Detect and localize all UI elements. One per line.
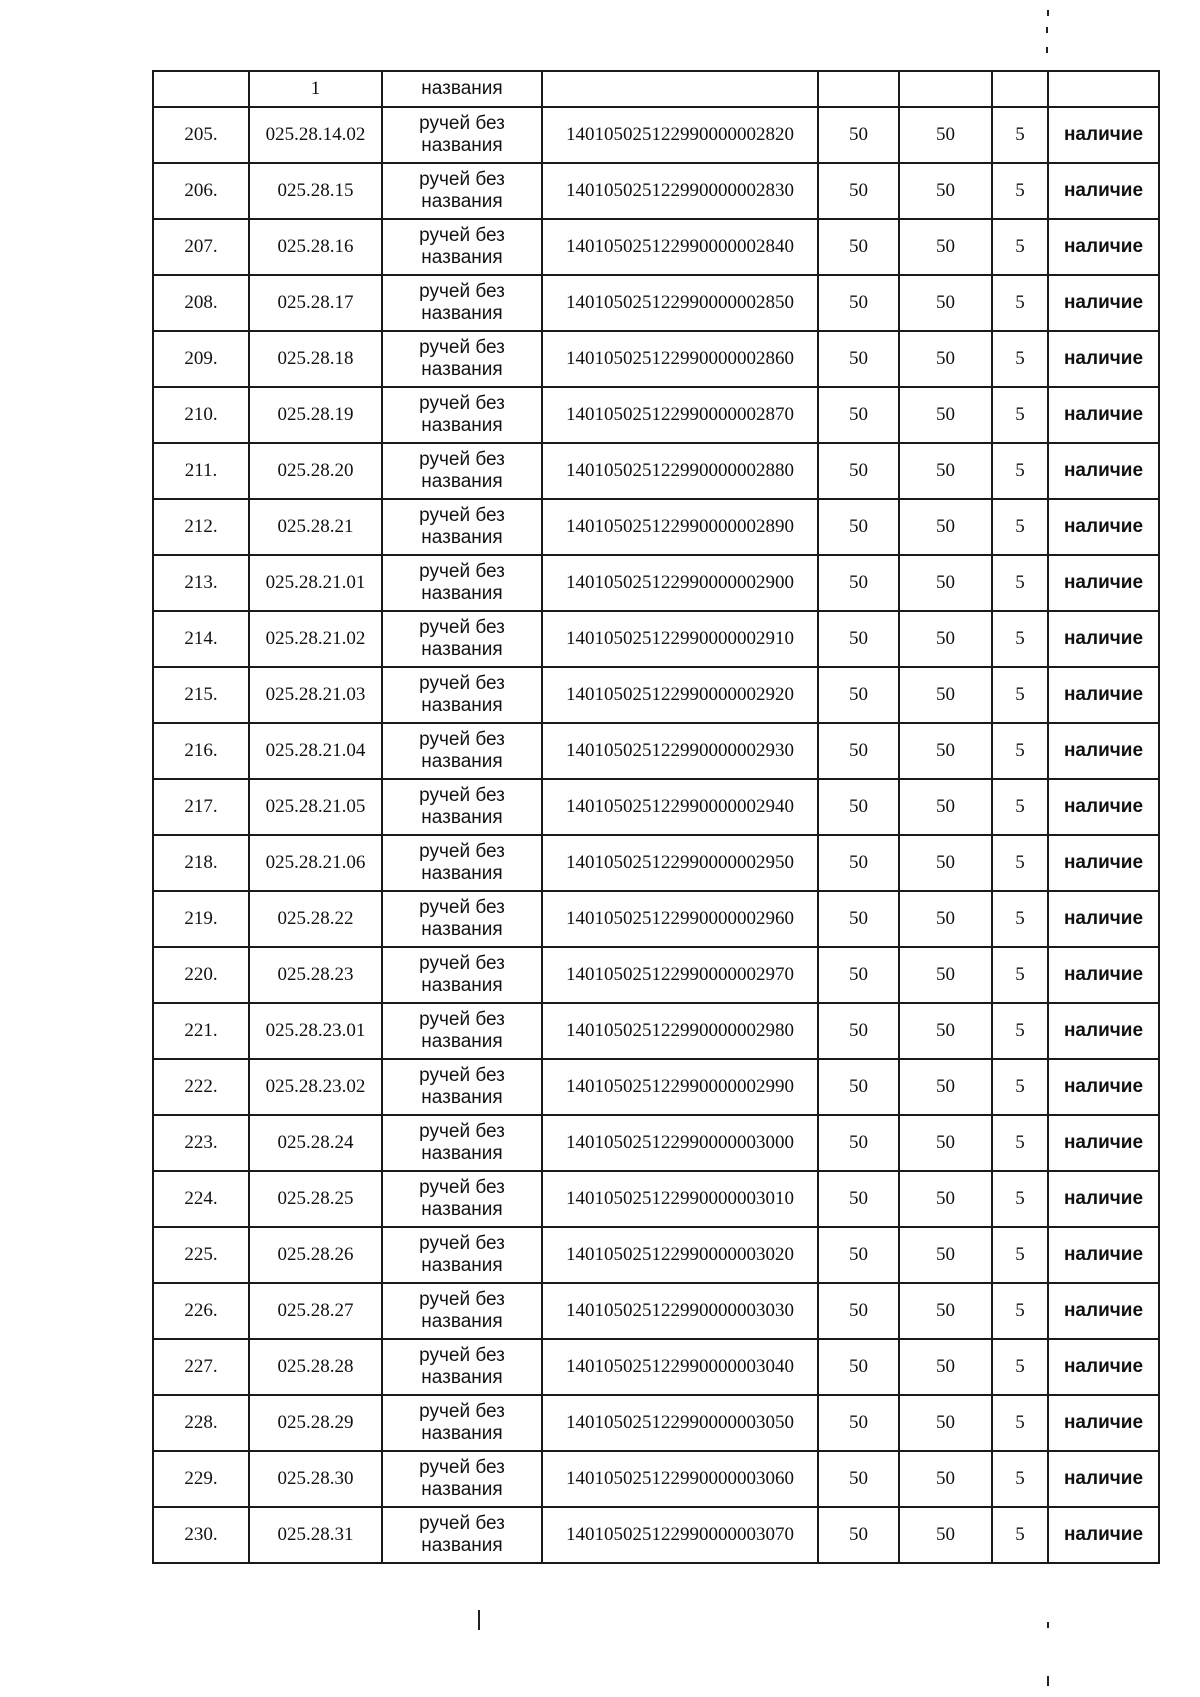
- cell-id: 140105025122990000002850: [542, 275, 818, 331]
- cell-code: 025.28.28: [249, 1339, 382, 1395]
- cell-code: 025.28.29: [249, 1395, 382, 1451]
- table-row: [153, 1507, 1159, 1563]
- cell-v2: 50: [899, 1339, 992, 1395]
- cell-v1: 50: [818, 555, 899, 611]
- cell-v3: 5: [992, 891, 1048, 947]
- cell-name: ручей без названия: [382, 723, 542, 779]
- cell-num: 222.: [153, 1059, 249, 1115]
- cell-id: 140105025122990000002990: [542, 1059, 818, 1115]
- cell-status: наличие: [1048, 1227, 1159, 1283]
- cell-name: ручей без названия: [382, 1395, 542, 1451]
- cell-name: ручей без названия: [382, 331, 542, 387]
- cell-name: ручей без названия: [382, 667, 542, 723]
- scan-speck: [1047, 1676, 1049, 1686]
- cell-v2: 50: [899, 611, 992, 667]
- cell-v2: 50: [899, 1115, 992, 1171]
- table-row: [153, 723, 1159, 779]
- cell-name: ручей без названия: [382, 835, 542, 891]
- cell-v3: 5: [992, 331, 1048, 387]
- cell-num: 215.: [153, 667, 249, 723]
- cell-num: 208.: [153, 275, 249, 331]
- cell-v3: 5: [992, 1395, 1048, 1451]
- cell-code: 025.28.22: [249, 891, 382, 947]
- cell-v1: 50: [818, 667, 899, 723]
- cell-status: наличие: [1048, 1507, 1159, 1563]
- cell-v2: 50: [899, 443, 992, 499]
- cell-name: ручей без названия: [382, 947, 542, 1003]
- cell-num: 229.: [153, 1451, 249, 1507]
- cell-status: наличие: [1048, 275, 1159, 331]
- table-row: [153, 275, 1159, 331]
- table-row: [153, 387, 1159, 443]
- table-row: [153, 443, 1159, 499]
- cell-v3: 5: [992, 1115, 1048, 1171]
- cell-name: ручей без названия: [382, 1059, 542, 1115]
- cell-code: 025.28.30: [249, 1451, 382, 1507]
- cell-status: наличие: [1048, 1171, 1159, 1227]
- cell-id: 140105025122990000002920: [542, 667, 818, 723]
- cell-num: 210.: [153, 387, 249, 443]
- table-row: [153, 667, 1159, 723]
- cell-code: 025.28.23.01: [249, 1003, 382, 1059]
- cell-v1: 50: [818, 1115, 899, 1171]
- table-row: [153, 1451, 1159, 1507]
- cell-v1: 50: [818, 947, 899, 1003]
- cell-status: наличие: [1048, 1339, 1159, 1395]
- cell-v3: [992, 71, 1048, 107]
- cell-status: наличие: [1048, 835, 1159, 891]
- cell-name: ручей без названия: [382, 387, 542, 443]
- table-row: [153, 1339, 1159, 1395]
- cell-num: 218.: [153, 835, 249, 891]
- cell-v1: 50: [818, 107, 899, 163]
- cell-v1: 50: [818, 1227, 899, 1283]
- cell-name: ручей без названия: [382, 1003, 542, 1059]
- cell-status: наличие: [1048, 667, 1159, 723]
- cell-code: 025.28.21: [249, 499, 382, 555]
- cell-num: 219.: [153, 891, 249, 947]
- cell-v1: 50: [818, 835, 899, 891]
- cell-code: 025.28.20: [249, 443, 382, 499]
- cell-v1: 50: [818, 1171, 899, 1227]
- cell-num: 205.: [153, 107, 249, 163]
- scan-speck: [1046, 27, 1048, 33]
- cell-v2: 50: [899, 1283, 992, 1339]
- cell-v2: 50: [899, 667, 992, 723]
- cell-status: наличие: [1048, 611, 1159, 667]
- cell-name: ручей без названия: [382, 163, 542, 219]
- cell-status: наличие: [1048, 499, 1159, 555]
- cell-id: 140105025122990000002960: [542, 891, 818, 947]
- cell-status: наличие: [1048, 1003, 1159, 1059]
- cell-name: ручей без названия: [382, 611, 542, 667]
- cell-v3: 5: [992, 1507, 1048, 1563]
- cell-status: наличие: [1048, 1059, 1159, 1115]
- cell-v2: 50: [899, 1227, 992, 1283]
- cell-code: 025.28.15: [249, 163, 382, 219]
- cell-v3: 5: [992, 499, 1048, 555]
- cell-code: 025.28.21.01: [249, 555, 382, 611]
- cell-status: наличие: [1048, 723, 1159, 779]
- cell-id: 140105025122990000002840: [542, 219, 818, 275]
- cell-status: наличие: [1048, 947, 1159, 1003]
- cell-v2: 50: [899, 219, 992, 275]
- cell-v3: 5: [992, 1059, 1048, 1115]
- cell-v2: 50: [899, 275, 992, 331]
- cell-id: 140105025122990000002830: [542, 163, 818, 219]
- cell-status: наличие: [1048, 163, 1159, 219]
- cell-id: 140105025122990000003060: [542, 1451, 818, 1507]
- cell-v2: 50: [899, 107, 992, 163]
- cell-code: 025.28.31: [249, 1507, 382, 1563]
- cell-v3: 5: [992, 947, 1048, 1003]
- cell-v2: 50: [899, 1507, 992, 1563]
- cell-v2: 50: [899, 779, 992, 835]
- cell-v1: 50: [818, 723, 899, 779]
- cell-status: наличие: [1048, 387, 1159, 443]
- cell-v3: 5: [992, 555, 1048, 611]
- cell-v2: 50: [899, 1171, 992, 1227]
- table-row: [153, 835, 1159, 891]
- cell-code: 025.28.26: [249, 1227, 382, 1283]
- cell-code: 025.28.21.06: [249, 835, 382, 891]
- table-row: [153, 1283, 1159, 1339]
- cell-num: 213.: [153, 555, 249, 611]
- cell-v1: 50: [818, 1395, 899, 1451]
- cell-v3: 5: [992, 1003, 1048, 1059]
- cell-v2: [899, 71, 992, 107]
- cell-code: 025.28.21.03: [249, 667, 382, 723]
- cell-code: 1: [249, 71, 382, 107]
- cell-id: 140105025122990000002940: [542, 779, 818, 835]
- cell-name: ручей без названия: [382, 1171, 542, 1227]
- cell-num: 214.: [153, 611, 249, 667]
- cell-id: 140105025122990000003010: [542, 1171, 818, 1227]
- cell-id: 140105025122990000003040: [542, 1339, 818, 1395]
- cell-id: 140105025122990000002970: [542, 947, 818, 1003]
- cell-v3: 5: [992, 387, 1048, 443]
- cell-num: 228.: [153, 1395, 249, 1451]
- cell-id: 140105025122990000002950: [542, 835, 818, 891]
- cell-code: 025.28.23.02: [249, 1059, 382, 1115]
- cell-v2: 50: [899, 723, 992, 779]
- cell-id: 140105025122990000003050: [542, 1395, 818, 1451]
- table-row: [153, 779, 1159, 835]
- table-row: [153, 947, 1159, 1003]
- cell-v3: 5: [992, 163, 1048, 219]
- cell-id: 140105025122990000003000: [542, 1115, 818, 1171]
- cell-v3: 5: [992, 107, 1048, 163]
- cell-num: 217.: [153, 779, 249, 835]
- cell-v3: 5: [992, 1283, 1048, 1339]
- cell-name: ручей без названия: [382, 443, 542, 499]
- cell-status: наличие: [1048, 219, 1159, 275]
- cell-name: ручей без названия: [382, 1115, 542, 1171]
- cell-status: наличие: [1048, 555, 1159, 611]
- cell-id: 140105025122990000002860: [542, 331, 818, 387]
- cell-code: 025.28.25: [249, 1171, 382, 1227]
- cell-v1: 50: [818, 1451, 899, 1507]
- table-row: [153, 1115, 1159, 1171]
- table-row: [153, 1395, 1159, 1451]
- cell-status: наличие: [1048, 1115, 1159, 1171]
- cell-code: 025.28.16: [249, 219, 382, 275]
- table-row: [153, 499, 1159, 555]
- cell-status: [1048, 71, 1159, 107]
- cell-v2: 50: [899, 163, 992, 219]
- cell-num: 216.: [153, 723, 249, 779]
- cell-code: 025.28.19: [249, 387, 382, 443]
- table-row: [153, 891, 1159, 947]
- cell-num: 206.: [153, 163, 249, 219]
- cell-v3: 5: [992, 667, 1048, 723]
- cell-status: наличие: [1048, 779, 1159, 835]
- cell-id: 140105025122990000002980: [542, 1003, 818, 1059]
- cell-num: [153, 71, 249, 107]
- cell-code: 025.28.21.05: [249, 779, 382, 835]
- cell-code: 025.28.18: [249, 331, 382, 387]
- cell-id: [542, 71, 818, 107]
- cell-num: 212.: [153, 499, 249, 555]
- cell-id: 140105025122990000002930: [542, 723, 818, 779]
- cell-v2: 50: [899, 891, 992, 947]
- cell-v1: [818, 71, 899, 107]
- cell-code: 025.28.17: [249, 275, 382, 331]
- cell-v2: 50: [899, 1059, 992, 1115]
- cell-v3: 5: [992, 443, 1048, 499]
- water-objects-table: [152, 70, 1160, 1564]
- cell-name: ручей без названия: [382, 891, 542, 947]
- cell-status: наличие: [1048, 443, 1159, 499]
- cell-num: 209.: [153, 331, 249, 387]
- cell-num: 224.: [153, 1171, 249, 1227]
- cell-v1: 50: [818, 499, 899, 555]
- cell-id: 140105025122990000002910: [542, 611, 818, 667]
- cell-v1: 50: [818, 387, 899, 443]
- table-row: [153, 163, 1159, 219]
- cell-v3: 5: [992, 723, 1048, 779]
- cell-v1: 50: [818, 1003, 899, 1059]
- cell-num: 225.: [153, 1227, 249, 1283]
- cell-v3: 5: [992, 1227, 1048, 1283]
- cell-status: наличие: [1048, 891, 1159, 947]
- cell-v1: 50: [818, 219, 899, 275]
- cell-v1: 50: [818, 443, 899, 499]
- cell-status: наличие: [1048, 1283, 1159, 1339]
- cell-name: ручей без названия: [382, 219, 542, 275]
- cell-v1: 50: [818, 331, 899, 387]
- cell-status: наличие: [1048, 331, 1159, 387]
- cell-name: ручей без названия: [382, 779, 542, 835]
- cell-id: 140105025122990000002900: [542, 555, 818, 611]
- table-row: [153, 219, 1159, 275]
- cell-id: 140105025122990000003020: [542, 1227, 818, 1283]
- cell-num: 230.: [153, 1507, 249, 1563]
- scan-speck: [1046, 47, 1048, 53]
- cell-v3: 5: [992, 219, 1048, 275]
- table-body: [153, 71, 1159, 1563]
- cell-v2: 50: [899, 331, 992, 387]
- cell-v1: 50: [818, 779, 899, 835]
- cell-name: ручей без названия: [382, 1283, 542, 1339]
- cell-id: 140105025122990000003030: [542, 1283, 818, 1339]
- cell-name: ручей без названия: [382, 1227, 542, 1283]
- cell-v2: 50: [899, 835, 992, 891]
- cell-id: 140105025122990000002820: [542, 107, 818, 163]
- table-row: [153, 331, 1159, 387]
- cell-v3: 5: [992, 275, 1048, 331]
- cell-num: 207.: [153, 219, 249, 275]
- cell-num: 211.: [153, 443, 249, 499]
- cell-code: 025.28.23: [249, 947, 382, 1003]
- cell-name: ручей без названия: [382, 499, 542, 555]
- cell-v3: 5: [992, 835, 1048, 891]
- cell-code: 025.28.24: [249, 1115, 382, 1171]
- cell-num: 223.: [153, 1115, 249, 1171]
- cell-v1: 50: [818, 1507, 899, 1563]
- cell-id: 140105025122990000002890: [542, 499, 818, 555]
- cell-status: наличие: [1048, 1451, 1159, 1507]
- cell-name: ручей без названия: [382, 1451, 542, 1507]
- cell-id: 140105025122990000002870: [542, 387, 818, 443]
- table-row: [153, 555, 1159, 611]
- cell-v1: 50: [818, 1339, 899, 1395]
- cell-v3: 5: [992, 1339, 1048, 1395]
- table-row: [153, 1227, 1159, 1283]
- cell-name: ручей без названия: [382, 275, 542, 331]
- cell-code: 025.28.27: [249, 1283, 382, 1339]
- cell-v3: 5: [992, 1171, 1048, 1227]
- cell-name: ручей без названия: [382, 1507, 542, 1563]
- table-row: [153, 1003, 1159, 1059]
- cell-v2: 50: [899, 555, 992, 611]
- cell-num: 227.: [153, 1339, 249, 1395]
- cell-num: 220.: [153, 947, 249, 1003]
- cell-num: 221.: [153, 1003, 249, 1059]
- cell-num: 226.: [153, 1283, 249, 1339]
- cell-status: наличие: [1048, 107, 1159, 163]
- cell-v1: 50: [818, 1059, 899, 1115]
- table-row: [153, 1171, 1159, 1227]
- table-row: [153, 611, 1159, 667]
- cell-v3: 5: [992, 779, 1048, 835]
- cell-v1: 50: [818, 611, 899, 667]
- table-row-continued: [153, 71, 1159, 107]
- cell-id: 140105025122990000002880: [542, 443, 818, 499]
- cell-v1: 50: [818, 891, 899, 947]
- cell-v2: 50: [899, 1451, 992, 1507]
- cell-name: ручей без названия: [382, 107, 542, 163]
- cell-code: 025.28.14.02: [249, 107, 382, 163]
- cell-code: 025.28.21.04: [249, 723, 382, 779]
- cell-v3: 5: [992, 1451, 1048, 1507]
- cell-status: наличие: [1048, 1395, 1159, 1451]
- cell-v1: 50: [818, 275, 899, 331]
- cell-name: ручей без названия: [382, 555, 542, 611]
- cell-v2: 50: [899, 1395, 992, 1451]
- cell-v2: 50: [899, 387, 992, 443]
- scan-speck: [1047, 1622, 1049, 1628]
- scan-speck: [1047, 10, 1049, 16]
- cell-v2: 50: [899, 499, 992, 555]
- cell-id: 140105025122990000003070: [542, 1507, 818, 1563]
- cell-v2: 50: [899, 1003, 992, 1059]
- cell-name: названия: [382, 71, 542, 107]
- cell-v3: 5: [992, 611, 1048, 667]
- cell-v1: 50: [818, 1283, 899, 1339]
- scan-mark: [478, 1610, 480, 1630]
- cell-v2: 50: [899, 947, 992, 1003]
- table-row: [153, 107, 1159, 163]
- table-row: [153, 1059, 1159, 1115]
- cell-code: 025.28.21.02: [249, 611, 382, 667]
- cell-v1: 50: [818, 163, 899, 219]
- cell-name: ручей без названия: [382, 1339, 542, 1395]
